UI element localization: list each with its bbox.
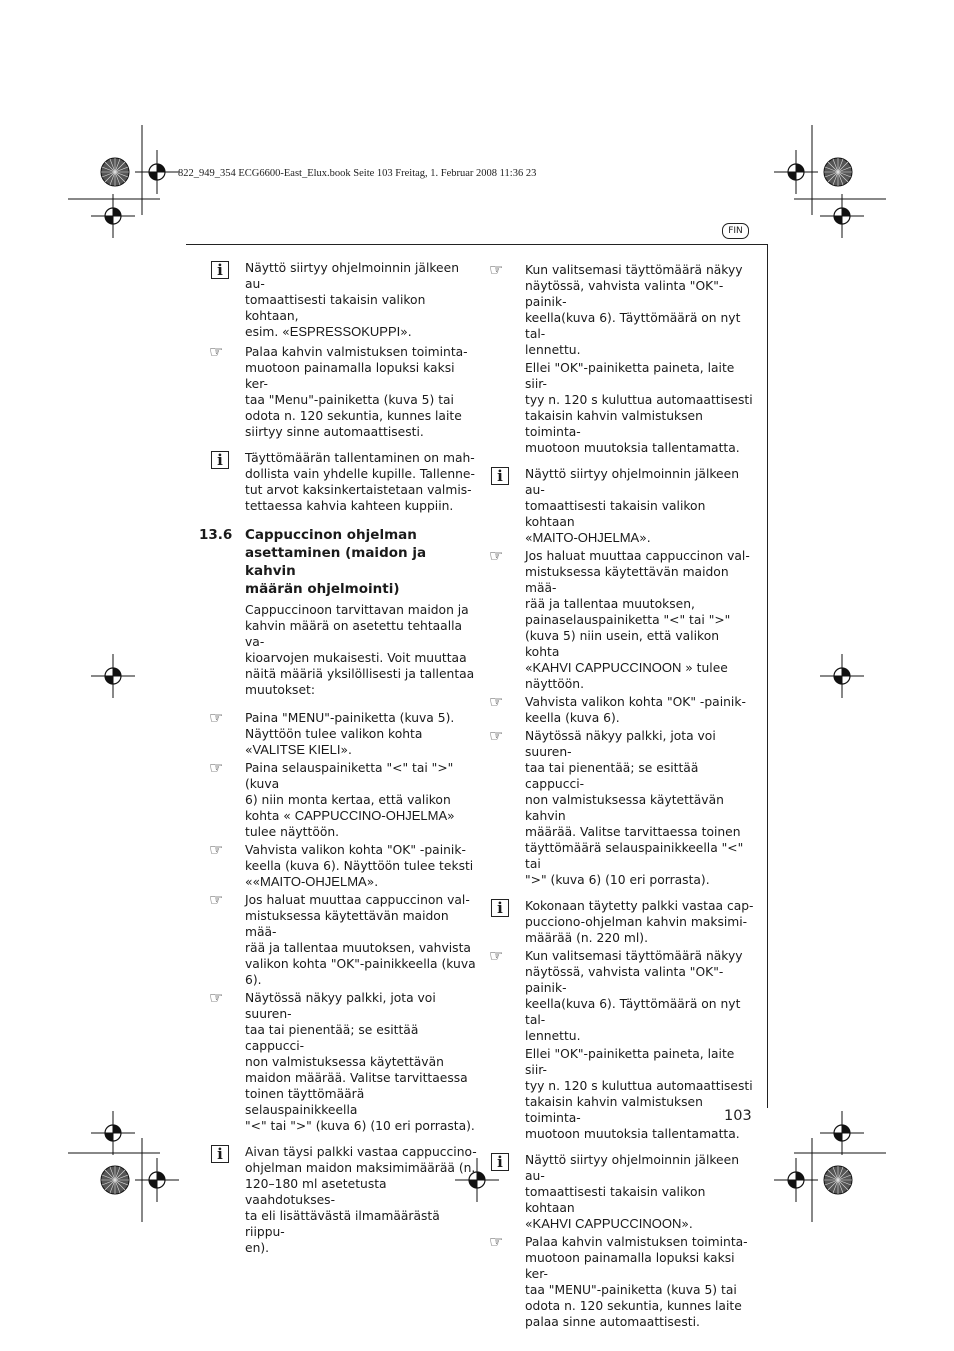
menu-item-text: KAHVI CAPPUCCINOON bbox=[532, 660, 682, 675]
action-step: ☞ Näytössä näkyy palkki, jota voi suuren- taa tai pienentää; se esittää cappucci- non valmistuksessa käytettävän kahvin määrää. Valitse tarvittaessa toinen täyttömäärä selauspainikkeella "<" tai ">" (kuva 6) (10 eri porrasta). bbox=[489, 726, 744, 887]
info-icon: i bbox=[491, 467, 509, 485]
step-note: Ellei "OK"-painiketta paineta, laite siir- tyy n. 120 s kuluttua automaattisesti takaisin kahvin valmistuksen toiminta- muotoon muutoksia tallentamatta. bbox=[525, 361, 753, 455]
menu-item-text: KAHVI CAPPUCCINOON bbox=[532, 1216, 682, 1231]
registration-rosette-icon bbox=[101, 158, 129, 186]
left-column bbox=[199, 260, 477, 1256]
pointing-hand-icon: ☞ bbox=[489, 1232, 504, 1251]
top-rule bbox=[186, 244, 768, 245]
action-step: ☞ Jos haluat muuttaa cappuccinon val- mistuksessa käytettävän maidon mää- rää ja tallentaa muutoksen, painaselauspainiketta "<" tai ">" (kuva 5) niin usein, että valikon kohta «KAHVI CAPPUCCINOON » tulee näyttöön. bbox=[489, 546, 750, 691]
crop-cross-icon bbox=[774, 1158, 818, 1202]
registration-rosette-icon bbox=[101, 1166, 129, 1194]
action-step: ☞ Palaa kahvin valmistuksen toiminta- muotoon painamalla lopuksi kaksi ker- taa "MENU"-painiketta (kuva 5) tai odota n. 120 sekuntia, kunnes laite palaa sinne automaattisesti. bbox=[489, 1232, 748, 1329]
section-title: Cappuccinon ohjelman asettaminen (maidon ja kahvin määrän ohjelmointi) bbox=[245, 527, 427, 597]
action-step: ☞ Näytössä näkyy palkki, jota voi suuren- taa tai pienentää; se esittää cappucci- non valmistuksessa käytettävän maidon määrää. Valitse tarvittaessa toinen täyttömäärä selauspainikkeella "<" tai ">" (kuva 6) (10 eri porrasta). bbox=[209, 988, 475, 1134]
menu-item-text: CAPPUCCINO-OHJELMA bbox=[294, 808, 448, 824]
info-icon: i bbox=[211, 261, 229, 279]
section-number: 13.6 bbox=[199, 527, 233, 543]
action-step: ☞ Kun valitsemasi täyttömäärä näkyy näytössä, vahvista valinta "OK"-painik- keella(kuva 6). Täyttömäärä on nyt tal- lennettu. Ellei "OK"-painiketta paineta, laite siir- tyy n. 120 s kuluttua automaattisesti takaisin kahvin valmistuksen toiminta- muotoon muutoksia tallentamatta. bbox=[525, 262, 757, 456]
page-number: 103 bbox=[724, 1108, 752, 1124]
info-icon: i bbox=[211, 1145, 229, 1163]
pointing-hand-icon: ☞ bbox=[209, 342, 224, 361]
action-step: ☞ Paina "MENU"-painiketta (kuva 5). Näyttöön tulee valikon kohta «VALITSE KIELI». bbox=[209, 708, 455, 758]
action-step: ☞ Kun valitsemasi täyttömäärä näkyy näytössä, vahvista valinta "OK"-painik- keella(kuva 6). Täyttömäärä on nyt tal- lennettu. Ellei "OK"-painiketta paineta, laite siir- tyy n. 120 s kuluttua automaattisesti takaisin kahvin valmistuksen toiminta- muotoon muutoksia tallentamatta. bbox=[525, 948, 757, 1142]
info-note: i Näyttö siirtyy ohjelmoinnin jälkeen au- tomaattisesti takaisin valikon kohtaan, esim. «ESPRESSOKUPPI». bbox=[245, 260, 477, 340]
info-note: i Täyttömäärän tallentaminen on mah- dollista vain yhdelle kupille. Tallenne- tut arvot kaksinkertaistetaan valmis- tettaessa kahvia kahteen kuppiin. bbox=[245, 450, 477, 514]
pointing-hand-icon: ☞ bbox=[209, 758, 224, 778]
pointing-hand-icon: ☞ bbox=[489, 946, 504, 965]
pointing-hand-icon: ☞ bbox=[489, 546, 504, 565]
right-column bbox=[489, 260, 757, 1330]
action-step: ☞ Palaa kahvin valmistuksen toiminta- muotoon painamalla lopuksi kaksi ker- taa "Menu"-painiketta (kuva 5) tai odota n. 120 sekuntia, kunnes laite siirtyy sinne automaattisesti. bbox=[209, 342, 468, 439]
pointing-hand-icon: ☞ bbox=[209, 890, 224, 910]
print-file-info: 822_949_354 ECG6600-East_Elux.book Seite 103 Freitag, 1. Februar 2008 11:36 23 bbox=[178, 168, 537, 179]
crop-cross-icon bbox=[91, 1111, 135, 1155]
language-badge: FIN bbox=[722, 223, 749, 239]
crop-cross-icon bbox=[91, 194, 135, 238]
action-step: ☞ Paina selauspainiketta "<" tai ">" (kuva 6) niin monta kertaa, että valikon kohta « CAPPUCCINO-OHJELMA» tulee näyttöön. bbox=[209, 758, 455, 840]
step-note: Ellei "OK"-painiketta paineta, laite siir- tyy n. 120 s kuluttua automaattisesti takaisin kahvin valmistuksen toiminta- muotoon muutoksia tallentamatta. bbox=[525, 1047, 753, 1141]
menu-item-text: MAITO-OHJELMA bbox=[260, 874, 367, 890]
info-note: i Aivan täysi palkki vastaa cappuccino- ohjelman maidon maksimimäärää (n. 120–180 ml asetetusta vaahdotukses- ta eli lisättävästä ilmamäärästä riippu- en). bbox=[245, 1144, 477, 1256]
pointing-hand-icon: ☞ bbox=[209, 840, 224, 860]
info-icon: i bbox=[491, 1153, 509, 1171]
action-step: ☞ Vahvista valikon kohta "OK" -painik- keella (kuva 6). Näyttöön tulee teksti ««MAITO-OHJELMA». bbox=[209, 840, 474, 890]
registration-rosette-icon bbox=[824, 158, 852, 186]
crop-cross-icon bbox=[820, 654, 864, 698]
action-step: ☞ Vahvista valikon kohta "OK" -painik- keella (kuva 6). bbox=[489, 692, 746, 725]
pointing-hand-icon: ☞ bbox=[209, 708, 224, 728]
right-rule bbox=[767, 244, 768, 1108]
menu-item-text: VALITSE KIELI bbox=[252, 742, 341, 758]
action-step: ☞ Jos haluat muuttaa cappuccinon val- mistuksessa käytettävän maidon mää- rää ja tallentaa muutoksen, vahvista valikon kohta "OK"-painikkeella (kuva 6). bbox=[209, 890, 476, 988]
pointing-hand-icon: ☞ bbox=[489, 726, 504, 745]
crop-cross-icon bbox=[91, 654, 135, 698]
crop-cross-icon bbox=[820, 194, 864, 238]
info-note: i Kokonaan täytetty palkki vastaa cap- pucciono-ohjelman kahvin maksimi- määrää (n. 220 ml). bbox=[525, 898, 757, 946]
section-heading bbox=[199, 526, 477, 598]
section-intro: Cappuccinoon tarvittavan maidon ja kahvin määrä on asetettu tehtaalla va- kioarvojen mukaisesti. Voit muuttaa näitä määriä yksilöllisesti ja tallentaa muutokset: bbox=[245, 603, 475, 697]
pointing-hand-icon: ☞ bbox=[489, 260, 504, 279]
pointing-hand-icon: ☞ bbox=[489, 692, 504, 711]
info-note: i Näyttö siirtyy ohjelmoinnin jälkeen au- tomaattisesti takaisin valikon kohtaan «MAITO-OHJELMA». bbox=[525, 466, 757, 546]
info-icon: i bbox=[491, 899, 509, 917]
crop-cross-icon bbox=[774, 150, 818, 194]
menu-item-text: ESPRESSOKUPPI bbox=[289, 324, 401, 339]
crop-cross-icon bbox=[820, 1111, 864, 1155]
pointing-hand-icon: ☞ bbox=[209, 988, 224, 1008]
registration-rosette-icon bbox=[824, 1166, 852, 1194]
info-note: i Näyttö siirtyy ohjelmoinnin jälkeen au- tomaattisesti takaisin valikon kohtaan «KAHVI CAPPUCCINOON». bbox=[525, 1152, 757, 1232]
menu-item-text: MAITO-OHJELMA bbox=[532, 530, 640, 545]
info-icon: i bbox=[211, 451, 229, 469]
